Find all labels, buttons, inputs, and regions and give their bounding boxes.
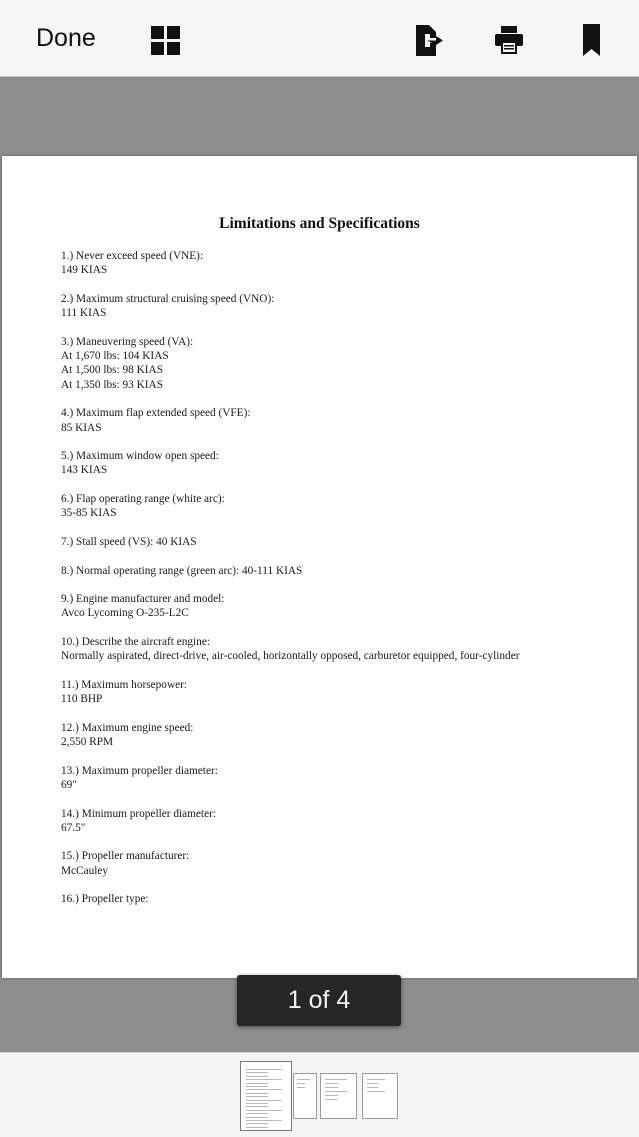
spec-value: 69" [61, 778, 77, 791]
spec-value: 85 KIAS [61, 421, 102, 434]
spec-label: 13.) Maximum propeller diameter: [61, 764, 218, 777]
thumbnail-text-line [297, 1083, 305, 1084]
thumbnail-page-2[interactable] [293, 1073, 317, 1119]
spec-item [61, 449, 621, 478]
thumbnail-page-4[interactable] [362, 1073, 398, 1119]
spec-label: 6.) Flap operating range (white arc): [61, 493, 225, 506]
spec-item [61, 807, 621, 836]
thumbnail-text-line [325, 1099, 338, 1100]
thumbnail-text-line [246, 1117, 268, 1118]
spec-value: Avco Lycoming O-235-L2C [61, 607, 189, 620]
spec-label: 9.) Engine manufacturer and model: [61, 593, 225, 606]
spec-label: 12.) Maximum engine speed: [61, 721, 194, 734]
thumbnail-text-line [367, 1087, 378, 1088]
thumbnail-text-line [246, 1096, 268, 1097]
document-page[interactable] [2, 156, 637, 978]
spec-item [61, 678, 621, 707]
thumbnail-text-line [246, 1069, 282, 1070]
spec-item [61, 721, 621, 750]
spec-item [61, 492, 621, 521]
thumbnail-text-line [367, 1091, 385, 1092]
document-body [61, 249, 621, 921]
spec-item [61, 564, 621, 578]
thumbnail-text-line [325, 1083, 338, 1084]
spec-value: 35-85 KIAS [61, 507, 117, 520]
spec-label: 5.) Maximum window open speed: [61, 450, 219, 463]
thumbnail-text-line [246, 1103, 268, 1104]
spec-item [61, 406, 621, 435]
grid-icon[interactable] [151, 26, 180, 60]
spec-label: 2.) Maximum structural cruising speed (VNO): [61, 292, 275, 305]
document-title: Limitations and Specifications [219, 215, 420, 232]
spec-item [61, 592, 621, 621]
spec-item [61, 849, 621, 878]
spec-value: 2,550 RPM [61, 736, 114, 749]
spec-item [61, 292, 621, 321]
thumbnail-text-line [367, 1079, 385, 1080]
thumbnail-text-line [297, 1087, 305, 1088]
thumbnail-text-line [246, 1100, 282, 1101]
spec-item [61, 249, 621, 278]
spec-label: 7.) Stall speed (VS): 40 KIAS [61, 535, 197, 548]
spec-item [61, 764, 621, 793]
spec-label: 16.) Propeller type: [61, 893, 149, 906]
spec-value: McCauley [61, 864, 109, 877]
thumbnail-text-line [325, 1091, 347, 1092]
spec-value: At 1,670 lbs: 104 KIAS [61, 350, 169, 363]
thumbnail-text-line [246, 1110, 282, 1111]
spec-value: 110 BHP [61, 693, 103, 706]
spec-value: At 1,500 lbs: 98 KIAS [61, 364, 163, 377]
spec-label: 8.) Normal operating range (green arc): 40-111 KIAS [61, 564, 303, 577]
done-button[interactable]: Done [36, 24, 96, 52]
thumbnail-text-line [246, 1127, 268, 1128]
thumbnail-page-3[interactable] [320, 1073, 357, 1119]
spec-value: 111 KIAS [61, 307, 107, 320]
spec-value: At 1,350 lbs: 93 KIAS [61, 378, 163, 391]
spec-value: Normally aspirated, direct-drive, air-cooled, horizontally opposed, carburetor equipped, four-cylinder [61, 650, 520, 663]
thumbnail-text-line [246, 1079, 282, 1080]
thumbnail-text-line [325, 1079, 347, 1080]
bookmark-icon[interactable] [583, 24, 600, 61]
spec-label: 3.) Maneuvering speed (VA): [61, 335, 194, 348]
spec-label: 15.) Propeller manufacturer: [61, 850, 190, 863]
spec-label: 10.) Describe the aircraft engine: [61, 636, 210, 649]
spec-value: 67.5" [61, 821, 86, 834]
thumbnail-text-line [325, 1095, 338, 1096]
spec-label: 4.) Maximum flap extended speed (VFE): [61, 407, 251, 420]
thumbnail-text-line [367, 1083, 378, 1084]
thumbnail-text-line [325, 1087, 338, 1088]
print-icon[interactable] [495, 26, 523, 59]
spec-item [61, 635, 621, 664]
spec-item [61, 535, 621, 549]
thumbnail-text-line [246, 1113, 268, 1114]
page-indicator: 1 of 4 [237, 975, 401, 1026]
thumbnail-text-line [246, 1106, 268, 1107]
spec-label: 14.) Minimum propeller diameter: [61, 807, 216, 820]
thumbnail-text-line [297, 1079, 310, 1080]
thumbnail-page-1[interactable] [240, 1061, 292, 1131]
top-toolbar [0, 0, 639, 77]
thumbnail-text-line [246, 1086, 268, 1087]
thumbnail-text-line [246, 1072, 268, 1073]
spec-item [61, 335, 621, 392]
spec-value: 143 KIAS [61, 464, 108, 477]
thumbnail-text-line [246, 1089, 282, 1090]
spec-item [61, 892, 621, 906]
export-icon[interactable] [414, 25, 444, 61]
thumbnail-text-line [246, 1120, 282, 1121]
thumbnail-text-line [246, 1083, 268, 1084]
spec-label: 1.) Never exceed speed (VNE): [61, 250, 204, 262]
thumbnail-text-line [246, 1123, 268, 1124]
thumbnail-text-line [246, 1093, 268, 1094]
thumbnail-bar [0, 1052, 639, 1137]
spec-value: 149 KIAS [61, 264, 108, 277]
thumbnail-text-line [246, 1076, 268, 1077]
spec-label: 11.) Maximum horsepower: [61, 678, 188, 691]
